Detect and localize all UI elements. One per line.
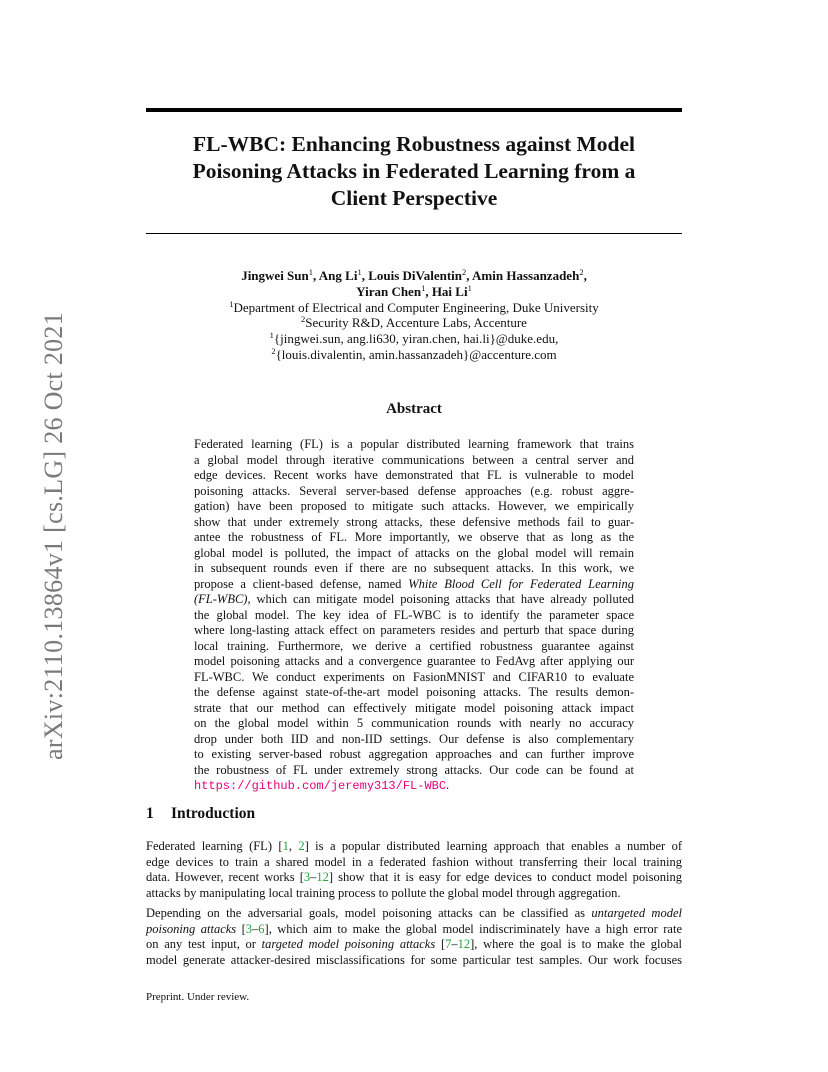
- abstract-line: where long-lasting attack effect on parameters resides and perturb that space during: [194, 623, 634, 637]
- abstract-line: to existing server-based robust aggregation approaches and can further improve: [194, 747, 634, 761]
- body-line: edge devices to train a shared model in a federated fashion without transferring their local training: [146, 854, 682, 869]
- body-line: model generate attacker-desired misclassifications for some particular test samples. Our work focuses: [146, 952, 682, 967]
- body-text: [: [236, 921, 246, 936]
- body-emphasis: targeted model poisoning attacks: [261, 937, 436, 951]
- abstract-text: .: [446, 778, 450, 792]
- author-block: [146, 268, 682, 363]
- citation-link[interactable]: 7: [445, 937, 452, 951]
- abstract-line: FL-WBC. We conduct experiments on FasionMNIST and CIFAR10 to evaluate: [194, 669, 634, 684]
- affiliation-mark: 1: [357, 267, 362, 277]
- author-name: Jingwei Sun: [241, 268, 309, 283]
- section-title: Introduction: [171, 805, 256, 822]
- body-emphasis: poisoning attacks: [146, 921, 237, 936]
- affiliation-mark: 1: [269, 330, 274, 341]
- citation-link[interactable]: 2: [298, 839, 305, 853]
- body-text: –: [310, 870, 317, 884]
- abstract-line: poisoning attacks. Several server-based defense approaches (e.g. robust aggre-: [194, 483, 634, 498]
- section-heading-introduction: [146, 805, 255, 823]
- abstract-line: the defense against state-of-the-art model poisoning attacks. The results demon-: [194, 685, 634, 699]
- affiliation-mark: 2: [579, 267, 584, 277]
- abstract-line: the robustness of FL under extremely strong attacks. Our code can be found at: [194, 762, 634, 777]
- affiliation-text: Department of Electrical and Computer Engineering, Duke University: [233, 299, 599, 315]
- abstract-line: global model is polluted, the impact of attacks on the global model will remain: [194, 545, 634, 560]
- citation-link[interactable]: 3: [245, 921, 253, 936]
- arxiv-identifier: arXiv:2110.13864v1 [cs.LG] 26 Oct 2021: [39, 311, 68, 760]
- email-text: {jingwei.sun, ang.li630, yiran.chen, hai.li}@duke.edu,: [273, 331, 559, 347]
- abstract-line: strate that our method can effectively mitigate model poisoning attack impact: [194, 700, 634, 715]
- title-line: FL-WBC: Enhancing Robustness against Model: [192, 132, 636, 156]
- abstract-line: model poisoning attacks and a convergence guarantee to FedAvg after applying our: [194, 654, 634, 668]
- affiliation-1: [146, 300, 682, 316]
- body-text: –: [252, 921, 259, 936]
- author-name: , Hai Li: [425, 283, 468, 299]
- author-name: , Ang Li: [313, 268, 358, 283]
- intro-paragraph-2: [146, 906, 682, 968]
- affiliation-mark: 1: [467, 282, 472, 293]
- code-link[interactable]: https://github.com/jeremy313/FL-WBC: [194, 779, 447, 793]
- author-separator: ,: [583, 268, 587, 283]
- abstract-line: in subsequent rounds even if there are no subsequent attacks. In this work, we: [194, 561, 634, 575]
- abstract-text: propose a client-based defense, named: [194, 576, 402, 591]
- title-line: Client Perspective: [330, 186, 498, 210]
- body-line: [146, 870, 682, 886]
- body-text: [: [435, 937, 446, 951]
- body-text: ,: [288, 839, 299, 853]
- affiliation-mark: 1: [421, 282, 426, 293]
- intro-paragraph-1: [146, 839, 682, 901]
- author-names-line-1: [146, 268, 682, 284]
- affiliation-text: Security R&D, Accenture Labs, Accenture: [305, 315, 527, 331]
- body-line: [146, 906, 682, 922]
- body-text: ] is a popular distributed learning approach that enables a number of: [304, 839, 682, 853]
- abstract-line: [194, 577, 634, 593]
- abstract-line: gation) have been proposed to mitigate such attacks. However, we empirically: [194, 499, 634, 513]
- abstract-line: edge devices. Recent works have demonstrated that FL is vulnerable to model: [194, 468, 634, 482]
- affiliation-mark: 1: [308, 267, 313, 277]
- email-text: {louis.divalentin, amin.hassanzadeh}@accenture.com: [275, 346, 557, 362]
- abstract-line: antee the robustness of FL. More importantly, we observe that as long as the: [194, 530, 634, 544]
- citation-link[interactable]: 3: [303, 870, 311, 884]
- body-text: on any test input, or: [146, 937, 262, 951]
- abstract-emphasis: (FL-WBC): [194, 592, 248, 606]
- paper-title: [146, 131, 682, 212]
- abstract-emphasis: White Blood Cell for Federated Learning: [408, 576, 634, 591]
- footer-note: Preprint. Under review.: [146, 991, 250, 1003]
- affiliation-mark: 2: [301, 314, 306, 325]
- author-name: , Amin Hassanzadeh: [466, 268, 580, 283]
- abstract-line: local training. Furthermore, we derive a certified robustness guarantee against: [194, 638, 634, 653]
- body-text: Depending on the adversarial goals, model poisoning attacks can be classified as: [146, 906, 592, 920]
- abstract-line: show that under extremely strong attacks, these defensive methods fail to guar-: [194, 514, 634, 529]
- affiliation-mark: 2: [271, 345, 276, 356]
- affiliation-2: [146, 315, 682, 331]
- body-line: [146, 937, 682, 953]
- body-line: attacks by manipulating local training process to pollute the global model through aggregation.: [146, 885, 621, 900]
- citation-link[interactable]: 1: [282, 839, 289, 853]
- abstract-line: drop under both IID and non-IID settings. Our defense is also complementary: [194, 731, 634, 746]
- abstract-line: on the global model within 5 communication rounds with nearly no accuracy: [194, 716, 634, 730]
- author-name: , Louis DiValentin: [361, 268, 462, 283]
- body-text: ], which aim to make the global model indiscriminately have a high error rate: [264, 921, 683, 936]
- body-text: ], where the goal is to make the global: [470, 937, 682, 951]
- email-line-1: [146, 331, 682, 347]
- body-text: ] show that it is easy for edge devices to conduct model poisoning: [328, 870, 682, 884]
- title-top-rule: [146, 108, 682, 112]
- abstract-line: a global model through iterative communications between a central server and: [194, 452, 634, 467]
- body-emphasis: untargeted model: [591, 906, 682, 920]
- email-line-2: [146, 347, 682, 363]
- citation-link[interactable]: 12: [457, 937, 471, 951]
- abstract-line: Federated learning (FL) is a popular distributed learning framework that trains: [194, 437, 634, 451]
- abstract-line: the global model. The key idea of FL-WBC is to identify the parameter space: [194, 607, 634, 622]
- body-line: [146, 922, 682, 938]
- abstract-body: [194, 437, 634, 795]
- abstract-line: [194, 592, 634, 608]
- citation-link[interactable]: 12: [316, 870, 329, 884]
- body-text: Federated learning (FL) [: [146, 839, 283, 853]
- abstract-text: , which can mitigate model poisoning attacks that have already polluted: [247, 592, 634, 606]
- affiliation-mark: 1: [229, 298, 234, 309]
- citation-link[interactable]: 6: [258, 921, 265, 936]
- title-bottom-rule: [146, 233, 682, 234]
- author-names-line-2: [146, 284, 682, 300]
- abstract-line: [194, 778, 634, 795]
- section-number: 1: [146, 805, 154, 822]
- body-text: data. However, recent works [: [146, 870, 304, 884]
- author-name: Yiran Chen: [356, 283, 422, 299]
- body-line: [146, 839, 682, 855]
- abstract-heading: Abstract: [386, 401, 442, 417]
- body-text: –: [451, 937, 458, 951]
- affiliation-mark: 2: [462, 267, 467, 277]
- title-line: Poisoning Attacks in Federated Learning from a: [192, 159, 636, 183]
